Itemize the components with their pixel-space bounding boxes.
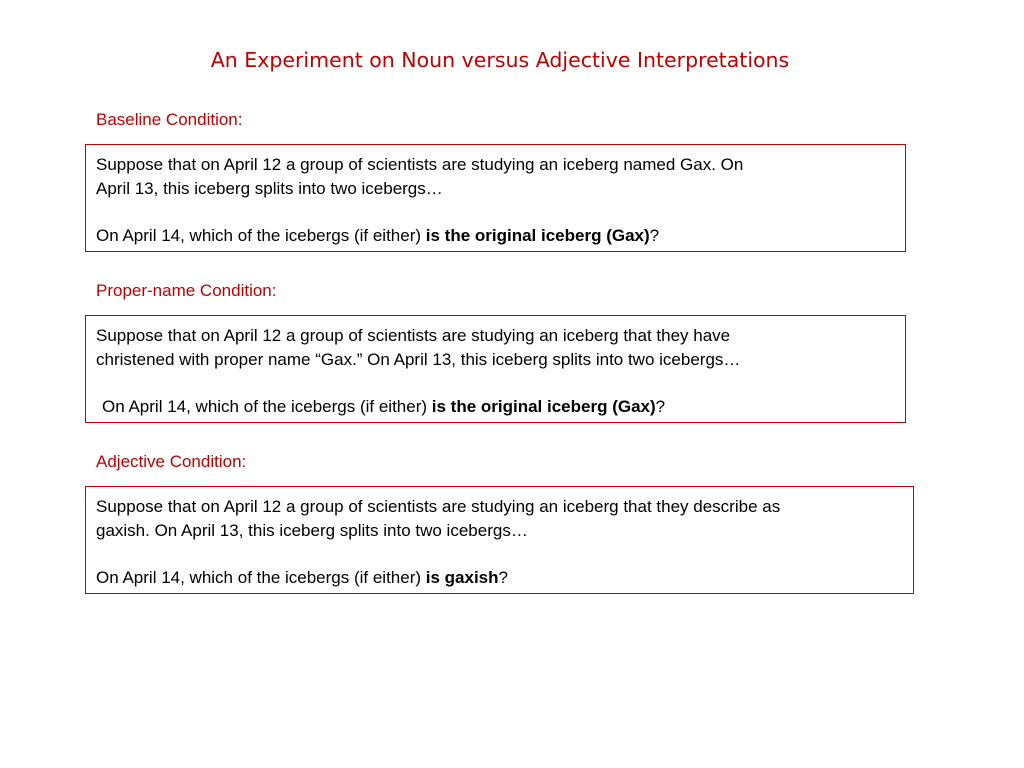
- adjective-condition-box: [85, 486, 914, 594]
- proper-name-condition-box: [85, 315, 906, 423]
- question-text: [96, 224, 905, 248]
- scenario-line: Suppose that on April 12 a group of scientists are studying an iceberg that they have: [96, 326, 731, 345]
- scenario-line: April 13, this iceberg splits into two icebergs…: [96, 178, 443, 198]
- scenario-line: gaxish. On April 13, this iceberg splits into two icebergs…: [96, 520, 528, 540]
- question-prefix: On April 14, which of the icebergs (if either): [96, 225, 426, 245]
- adjective-condition-label: Adjective Condition:: [96, 452, 247, 471]
- baseline-condition-label: Baseline Condition:: [96, 110, 243, 129]
- question-prefix: On April 14, which of the icebergs (if either): [96, 567, 426, 587]
- question-text: [96, 395, 905, 419]
- baseline-condition-box: [85, 144, 906, 252]
- question-suffix: ?: [649, 225, 660, 245]
- slide-title: An Experiment on Noun versus Adjective Interpretations: [210, 48, 790, 72]
- question-emphasis: is the original iceberg (Gax): [425, 225, 650, 245]
- proper-name-condition-label: Proper-name Condition:: [96, 281, 277, 300]
- question-emphasis: is gaxish: [425, 567, 499, 587]
- question-suffix: ?: [655, 396, 666, 416]
- question-emphasis: is the original iceberg (Gax): [431, 396, 656, 416]
- scenario-line: christened with proper name “Gax.” On April 13, this iceberg splits into two icebergs…: [96, 349, 741, 369]
- question-prefix: On April 14, which of the icebergs (if either): [102, 396, 432, 416]
- question-suffix: ?: [498, 567, 508, 587]
- scenario-line: Suppose that on April 12 a group of scientists are studying an iceberg named Gax. On: [96, 155, 744, 174]
- question-text: [96, 566, 913, 590]
- scenario-line: Suppose that on April 12 a group of scientists are studying an iceberg that they describe as: [96, 497, 781, 516]
